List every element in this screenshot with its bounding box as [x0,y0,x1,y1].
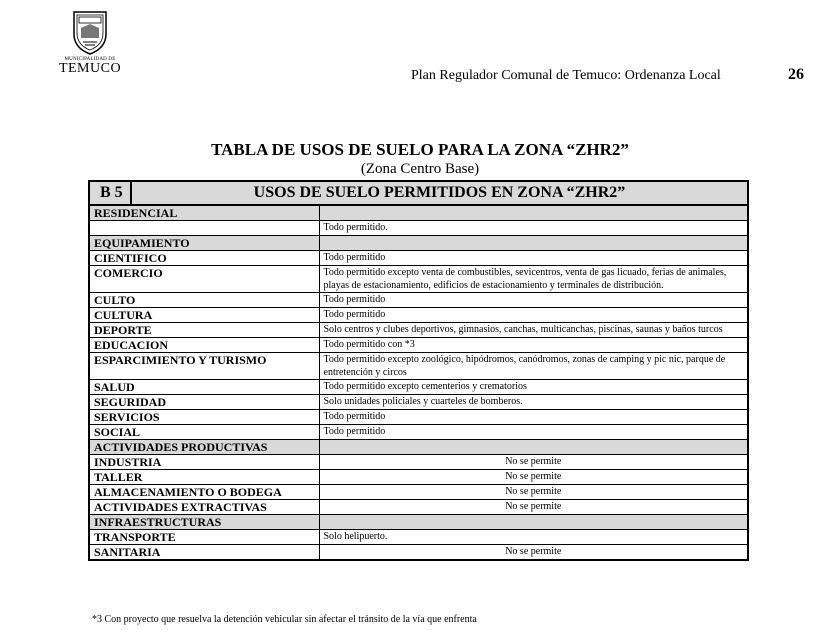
table-row [89,545,748,561]
logo-small-text: MUNICIPALIDAD DE [64,57,116,62]
page-number: 26 [788,66,804,83]
table-row [89,266,748,293]
table-row [89,353,748,380]
use-value: Solo unidades policiales y cuarteles de bomberos. [319,395,748,410]
category-label: INFRAESTRUCTURAS [89,515,319,530]
use-label: SALUD [89,380,319,395]
use-value: No se permite [319,485,748,500]
table-row [89,485,748,500]
table-row [89,410,748,425]
use-label: ALMACENAMIENTO O BODEGA [89,485,319,500]
use-label: SANITARIA [89,545,319,561]
table-code: B 5 [89,181,131,205]
use-value: Todo permitido con *3 [319,338,748,353]
footnote: *3 Con proyecto que resuelva la detención vehicular sin afectar el tránsito de la vía que enfrenta [92,614,477,625]
use-value: Todo permitido [319,308,748,323]
category-value-cell [319,440,748,455]
table-row [89,470,748,485]
use-label: TALLER [89,470,319,485]
use-label: SOCIAL [89,425,319,440]
table-row [89,338,748,353]
use-label: COMERCIO [89,266,319,293]
category-label: EQUIPAMIENTO [89,236,319,251]
use-value: Solo centros y clubes deportivos, gimnasios, canchas, multicanchas, piscinas, saunas y baños turcos [319,323,748,338]
use-value: Todo permitido excepto cementerios y crematorios [319,380,748,395]
table-row [89,395,748,410]
category-row [89,440,748,455]
use-label [89,221,319,236]
use-value: Todo permitido [319,425,748,440]
use-value: No se permite [319,470,748,485]
table-row [89,500,748,515]
use-label: TRANSPORTE [89,530,319,545]
municipal-logo [50,8,130,75]
coat-of-arms-icon [70,8,110,56]
table-row [89,293,748,308]
category-value-cell [319,515,748,530]
table-header-row [89,181,748,205]
use-value: No se permite [319,455,748,470]
logo-name: TEMUCO [58,61,122,76]
land-use-table [88,180,749,561]
category-label: ACTIVIDADES PRODUCTIVAS [89,440,319,455]
table-row [89,530,748,545]
use-label: SERVICIOS [89,410,319,425]
use-value: No se permite [319,545,748,561]
use-value: Todo permitido. [319,221,748,236]
use-value: Todo permitido [319,293,748,308]
use-value: Todo permitido [319,410,748,425]
category-row [89,236,748,251]
use-value: No se permite [319,500,748,515]
table-row [89,380,748,395]
table-row [89,425,748,440]
use-label: DEPORTE [89,323,319,338]
category-value-cell [319,236,748,251]
category-row [89,205,748,221]
category-row [89,515,748,530]
table-header-title: USOS DE SUELO PERMITIDOS EN ZONA “ZHR2” [131,181,748,205]
table-row [89,455,748,470]
use-value: Solo helipuerto. [319,530,748,545]
use-value: Todo permitido excepto zoológico, hipódromos, canódromos, zonas de camping y pic nic, parque de entretención y circos [319,353,748,380]
category-label: RESIDENCIAL [89,205,319,221]
use-label: EDUCACION [89,338,319,353]
category-value-cell [319,205,748,221]
table-row [89,308,748,323]
table-title: TABLA DE USOS DE SUELO PARA LA ZONA “ZHR2” [211,140,629,159]
table-row [89,221,748,236]
use-value: Todo permitido [319,251,748,266]
use-label: SEGURIDAD [89,395,319,410]
table-row [89,251,748,266]
table-subtitle: (Zona Centro Base) [360,161,480,177]
table-row [89,323,748,338]
document-title: Plan Regulador Comunal de Temuco: Ordenanza Local [411,68,721,83]
use-label: ESPARCIMIENTO Y TURISMO [89,353,319,380]
use-value: Todo permitido excepto venta de combustibles, sevicentros, venta de gas licuado, ferias de animales, playas de estacionamiento, edificios de estacionamiento y terminales de distribución. [319,266,748,293]
use-label: INDUSTRIA [89,455,319,470]
use-label: CULTURA [89,308,319,323]
use-label: CIENTIFICO [89,251,319,266]
use-label: ACTIVIDADES EXTRACTIVAS [89,500,319,515]
use-label: CULTO [89,293,319,308]
